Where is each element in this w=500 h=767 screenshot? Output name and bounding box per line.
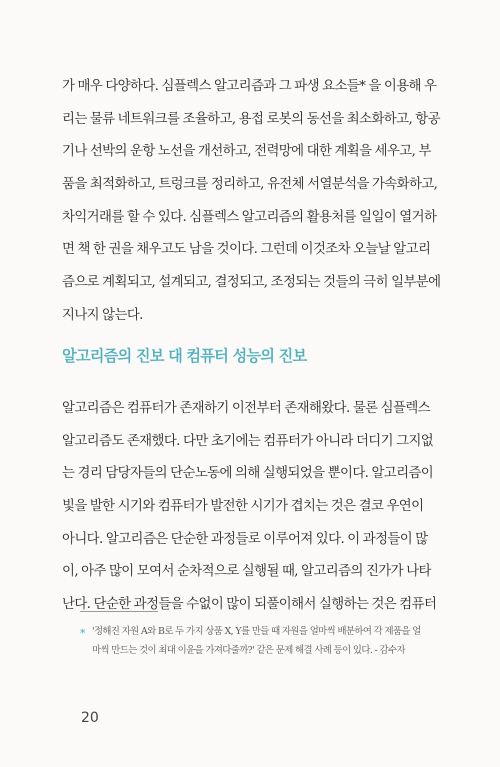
body-paragraph-1 — [62, 71, 442, 333]
text-line: 아니다. 알고리즘은 단순한 과정들로 이루어져 있다. 이 과정들이 많 — [62, 531, 428, 547]
text-line: 가 매우 다양하다. 심플렉스 알고리즘과 그 파생 요소들* 을 이용해 우 — [62, 79, 437, 94]
text-line: 알고리즘은 컴퓨터가 존재하기 이전부터 존재해왔다. 물론 심플렉스 — [62, 401, 430, 416]
text-line: 즘으로 계획되고, 설계되고, 결정되고, 조정되는 것들의 극히 일부분에 — [62, 275, 441, 291]
text-line: 이, 아주 많이 모여서 순차적으로 실행될 때, 알고리즘의 진가가 나타 — [62, 564, 431, 580]
text-line: 면 책 한 권을 채우고도 남을 것이다. 그런데 이것조차 오늘날 알고리 — [62, 242, 431, 258]
text-line: 빛을 발한 시기와 컴퓨터가 발전한 시기가 겹치는 것은 결코 우연이 — [62, 499, 424, 515]
text-line: 품을 최적화하고, 트렁크를 정리하고, 유전체 서열분석을 가속화하고, — [62, 177, 438, 193]
text-line: 차익거래를 할 수 있다. 심플렉스 알고리즘의 활용처를 일일이 열거하 — [62, 209, 437, 225]
page-number: 20 — [81, 710, 99, 726]
footnote-marker: * — [80, 627, 86, 640]
footnote-line: 마씩 만드는 것이 최대 이윤을 가져다줄까?' 같은 문제 해결 사례 등이 있다. - 감수자 — [92, 645, 405, 656]
text-line: 기나 선박의 운항 노선을 개선하고, 전력망에 대한 계획을 세우고, 부 — [62, 144, 431, 160]
text-line: 리는 물류 네트워크를 조율하고, 용접 로봇의 동선을 최소화하고, 항공 — [62, 111, 440, 127]
footnote-line: '정해진 자원 A와 B로 두 가지 상품 X, Y를 만들 때 자원을 얼마씩 배분하여 각 제품을 얼 — [92, 626, 421, 637]
footnote — [92, 622, 452, 660]
text-line: 난다. 단순한 과정들을 수없이 많이 되풀이해서 실행하는 것은 컴퓨터 — [62, 597, 437, 613]
text-line: 는 경리 담당자들의 단순노동에 의해 실행되었을 뿐이다. 알고리즘이 — [62, 466, 434, 482]
footnote-divider — [80, 611, 158, 612]
text-line: 지나지 않는다. — [62, 307, 143, 323]
body-paragraph-2 — [62, 393, 442, 622]
text-line: 알고리즘도 존재했다. 다만 초기에는 컴퓨터가 아니라 더디기 그지없 — [62, 433, 434, 449]
section-heading: 알고리즘의 진보 대 컴퓨터 성능의 진보 — [62, 347, 307, 365]
